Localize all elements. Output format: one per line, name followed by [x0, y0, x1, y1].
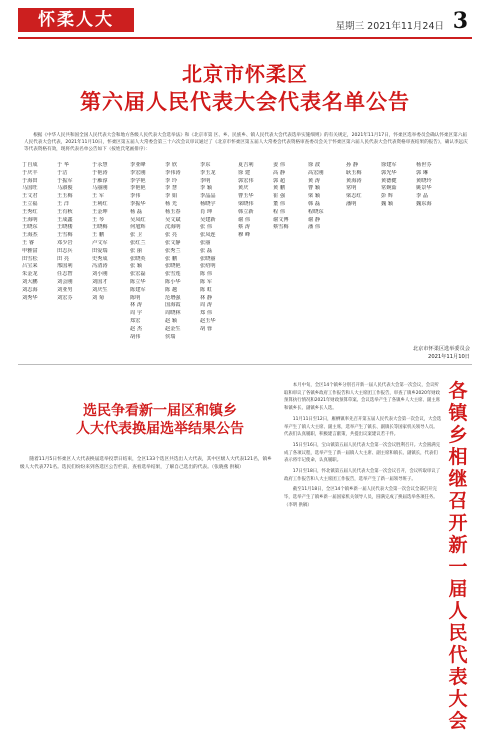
representative-name: 李 晶 [416, 193, 429, 200]
representative-name: 徐 建 [238, 169, 251, 176]
representative-name: 马国旺 [22, 185, 38, 192]
representative-name: 林 涛 [130, 302, 143, 309]
name-row [130, 318, 238, 326]
representative-name: 邢国利 [57, 263, 73, 270]
representative-name: 刘庆生 [92, 286, 108, 293]
representative-name: 曹玉华 [238, 193, 254, 200]
representative-name: 李宏刚 [130, 169, 146, 176]
representative-name: 李学艳 [130, 177, 146, 184]
representative-name: 周 涛 [200, 302, 213, 309]
representative-name: 周晓林 [165, 310, 181, 317]
representative-name: 刘 菊 [92, 294, 105, 301]
representative-name: 徐建军 [381, 162, 397, 168]
name-row [238, 209, 346, 217]
representative-name: 黄庆 [238, 185, 249, 192]
name-row [130, 302, 238, 310]
representative-name: 陈立华 [130, 278, 146, 285]
representative-name: 谢文博 [273, 216, 289, 223]
representative-name: 黄德健 [381, 177, 397, 184]
headline-line-2: 第六届人民代表大会代表名单公告 [80, 90, 410, 114]
representative-name: 崔 强 [273, 193, 286, 200]
representative-name: 潘 伟 [308, 224, 321, 231]
representative-name: 李 欣 [165, 162, 178, 168]
name-row [130, 279, 238, 287]
representative-name: 吴凤红 [130, 216, 146, 223]
representative-name: 郭 琳 [416, 169, 429, 176]
representative-name: 卢文军 [92, 239, 108, 246]
representative-name: 王玉梅 [57, 193, 73, 200]
representative-name: 肖 坤 [200, 208, 213, 215]
name-row [22, 295, 130, 303]
representative-name: 张宏磊 [130, 271, 146, 278]
name-row [22, 263, 130, 271]
name-row [346, 178, 454, 186]
representative-name: 张文静 [165, 239, 181, 246]
representative-name: 王晓梅 [92, 224, 108, 231]
representative-name: 吕宝来 [22, 263, 38, 270]
representative-name: 梁晓伟 [238, 200, 254, 207]
representative-name: 于永慧 [92, 162, 108, 168]
name-row [238, 178, 346, 186]
representative-name-list [22, 162, 452, 354]
representative-name: 徐 波 [308, 162, 321, 168]
representative-name: 黄海涛 [346, 177, 362, 184]
name-row [22, 178, 130, 186]
representative-name: 田 亮 [57, 255, 70, 262]
name-row [238, 193, 346, 201]
name-row [130, 201, 238, 209]
representative-name: 王文君 [22, 193, 38, 200]
representative-name: 王有秋 [57, 208, 73, 215]
representative-name: 刘大鹏 [22, 278, 38, 285]
name-row [130, 232, 238, 240]
representative-name: 丁自成 [22, 162, 38, 168]
representative-name: 何旭辉 [130, 224, 146, 231]
representative-name: 马淑俊 [57, 185, 73, 192]
representative-name: 高 静 [273, 169, 286, 176]
name-row [130, 310, 238, 318]
representative-name: 姚景华 [416, 185, 432, 192]
representative-name: 杨 磊 [130, 208, 143, 215]
representative-name: 郭宏伟 [238, 177, 254, 184]
name-row [130, 193, 238, 201]
name-row [346, 162, 454, 170]
representative-name: 赵 颖 [165, 317, 178, 324]
representative-name: 国海霞 [165, 302, 181, 309]
representative-name: 张晓丽 [200, 255, 216, 262]
representative-name: 于振军 [57, 177, 73, 184]
name-column-1 [22, 162, 130, 354]
article-paragraph: 17日至18日，怀北镇第五届人民代表大会第一次会议召开，会议听取审议了政府工作报告和人大主席团工作报告，选举产生了新一届领导班子。 [284, 469, 441, 482]
representative-name: 穆 峰 [238, 232, 251, 239]
representative-name: 王成鑫 [57, 216, 73, 223]
representative-name: 黄 鹏 [273, 185, 286, 192]
representative-name: 李振华 [130, 200, 146, 207]
representative-name: 彭 辉 [381, 193, 394, 200]
name-row [130, 248, 238, 256]
representative-name: 郭 超 [273, 177, 286, 184]
representative-name: 王秀红 [22, 208, 38, 215]
representative-name: 郑宏 [130, 317, 141, 324]
name-row [22, 256, 130, 264]
representative-name: 沈海明 [165, 224, 181, 231]
representative-name: 李艳艳 [130, 185, 146, 192]
representative-name: 赵金生 [165, 325, 181, 332]
representative-name: 史秀成 [92, 255, 108, 262]
name-row [22, 240, 130, 248]
name-row [130, 170, 238, 178]
representative-name: 潘明 [346, 200, 357, 207]
representative-name: 于 华 [57, 162, 70, 168]
name-row [238, 224, 346, 232]
representative-name: 王晓东 [22, 224, 38, 231]
representative-name: 谢 伟 [238, 216, 251, 223]
name-column-2 [130, 162, 238, 354]
name-row [130, 185, 238, 193]
representative-name: 冯清涛 [92, 263, 108, 270]
representative-name: 李玉龙 [200, 169, 216, 176]
representative-name: 陈 虹 [200, 286, 213, 293]
representative-name: 赵 杰 [130, 325, 143, 332]
name-row [130, 334, 238, 342]
representative-name: 于艳涛 [92, 169, 108, 176]
representative-name: 魏 颖 [381, 200, 394, 207]
representative-name: 韩立新 [238, 208, 254, 215]
representative-name: 黄晓玲 [416, 177, 432, 184]
representative-name: 王 琴 [92, 216, 105, 223]
representative-name: 王 军 [92, 193, 105, 200]
representative-name: 刘国才 [92, 278, 108, 285]
article-paragraph: 本月中旬，全区14个镇乡分别召开新一届人民代表大会第一次会议，会议听取和审议了各镇乡政府工作报告和人大主席团工作报告，审查了镇乡2020年财政预算执行情况和2021年财政预算草案。会议选举产生了各镇乡人大主席、副主席和镇乡长、副镇乡长人选。 [284, 383, 441, 412]
representative-name: 陈 军 [200, 278, 213, 285]
article-paragraph: 截至11月18日，全区14个镇乡新一届人民代表大会第一次会议全部召开完毕，选举产生了镇乡新一届国家机关领导人员，圆满完成了换届选举各项任务。（李明 供稿） [284, 487, 438, 508]
article-paragraph: 15日至16日，宝山镇第五届人民代表大会第一次会议胜利召开。大会圆满完成了各项议程，选举产生了新一届镇人大主席、副主席和镇长、副镇长，代表们表示将牢记使命，认真履职。 [284, 442, 441, 464]
representative-name: 李 颖 [200, 185, 213, 192]
representative-name: 张 卫 [130, 232, 143, 239]
name-row [346, 201, 454, 209]
name-row [22, 287, 130, 295]
representative-name: 张晓英 [130, 255, 146, 262]
name-row [22, 279, 130, 287]
representative-name: 王 睿 [22, 239, 35, 246]
representative-name: 刘小刚 [92, 271, 108, 278]
representative-name: 黄 涛 [308, 177, 321, 184]
representative-name: 梁志红 [346, 193, 362, 200]
name-row [130, 256, 238, 264]
representative-name: 杨玉春 [165, 208, 181, 215]
name-row [238, 217, 346, 225]
name-row [22, 217, 130, 225]
representative-name: 于洁 [57, 169, 68, 176]
representative-name: 韩 磊 [308, 200, 321, 207]
representative-name: 王利红 [92, 200, 108, 207]
representative-name: 刘志海 [22, 286, 38, 293]
representative-name: 夏吉利 [238, 162, 254, 168]
representative-name: 张晓艳 [165, 263, 181, 270]
representative-name: 张雪莲 [165, 271, 181, 278]
representative-name: 任志智 [57, 271, 73, 278]
name-row [22, 271, 130, 279]
representative-name: 李亚峰 [130, 162, 146, 168]
name-row [130, 217, 238, 225]
representative-name: 耿玉梅 [346, 169, 362, 176]
representative-name: 董 伟 [273, 200, 286, 207]
sign-org: 北京市怀柔区选举委员会 [412, 346, 470, 352]
representative-name: 姜 伟 [273, 162, 286, 168]
representative-name: 王 洋 [57, 200, 70, 207]
representative-name: 张 磊 [200, 247, 213, 254]
page-number: 3 [452, 8, 468, 34]
intro-paragraph: 根据《中华人民共和国全国人民代表大会和地方各级人民代表大会选举法》和《北京市第 区、乡、民族乡、镇人民代表大会代表选举实施细则》的有关规定，2021年11月17日，怀柔区选举委员会确认怀柔区第六届人民代表大会代表，2021年11月10日，怀柔区第五届人大常委会第三十六次会议审议通过了《北京市怀柔区第五届人大常委会代表资格审查委员会关于怀柔区第六届人民代表大会代表资格审查结果的报告》，确认李远庆等代表资格有效，现将代表名单公告如下（按姓氏笔画排序）： [24, 133, 468, 153]
representative-name: 杨 光 [165, 200, 178, 207]
name-row [238, 185, 346, 193]
representative-name: 吴建新 [200, 216, 216, 223]
representative-name: 刘会刚 [57, 278, 73, 285]
representative-name: 范增强 [165, 294, 181, 301]
masthead-divider [18, 37, 472, 39]
representative-name: 蔡 涛 [238, 224, 251, 231]
name-column-4 [346, 162, 454, 354]
representative-name: 郑 伟 [200, 310, 213, 317]
representative-name: 周 宇 [130, 310, 143, 317]
name-row [130, 240, 238, 248]
representative-name: 王雪梅 [57, 232, 73, 239]
name-row [130, 263, 238, 271]
representative-name: 谢 静 [308, 216, 321, 223]
representative-name: 王晓楼 [57, 224, 73, 231]
representative-name: 于海田 [22, 177, 38, 184]
article-body [284, 382, 442, 513]
representative-name: 李 慧 [165, 185, 178, 192]
name-row [346, 170, 454, 178]
announcement-signature [360, 345, 470, 361]
name-row [22, 170, 130, 178]
name-row [130, 209, 238, 217]
representative-name: 田雪松 [22, 255, 38, 262]
representative-name: 陈小华 [165, 278, 181, 285]
name-row [22, 193, 130, 201]
representative-name: 梁 颖 [308, 193, 321, 200]
representative-name: 孙 静 [346, 162, 359, 168]
subhead-line-2: 人大代表换届选举结果公告 [76, 421, 244, 437]
representative-name: 李 玲 [165, 177, 178, 184]
name-row [22, 232, 130, 240]
representative-name: 李伟涛 [165, 169, 181, 176]
subhead-body: 随着11月5日怀柔区人大代表换届选举投票日结束，全区133个选区共选出人大代表，其中区级人大代表121名，镇乡级人大代表771名。选民们纷纷来到各选区公告栏前，查看选举结果，了解自己选出的代表。（张晓燕 供稿） [20, 457, 272, 470]
name-row [22, 248, 130, 256]
name-row [238, 201, 346, 209]
representative-name: 马丽刚 [92, 185, 108, 192]
representative-name: 李 娟 [165, 193, 178, 200]
representative-name: 王金坤 [92, 208, 108, 215]
name-row [22, 185, 130, 193]
headline-line-1: 北京市怀柔区 [182, 62, 308, 86]
representative-name: 张 伟 [200, 224, 213, 231]
representative-name: 陈 越 [165, 286, 178, 293]
name-column-3 [238, 162, 346, 354]
representative-name: 李伟 [130, 193, 141, 200]
masthead [0, 0, 490, 40]
article-paragraph: 11月11日至12日，雁栖镇率先召开第五届人民代表大会第一次会议，大会选举产生了镇人大主席、副主席，选举产生了镇长、副镇长等国家机关领导人员。代表们认真履职，积极建言献策，共提出议案建议若干件。 [284, 416, 442, 438]
representative-name: 刘亚男 [57, 286, 73, 293]
vertical-article-title: 各镇乡相继召开新一届人民代表大会 [448, 380, 468, 732]
representative-name: 王海杰 [22, 232, 38, 239]
representative-name: 常明 [346, 185, 357, 192]
representative-name: 张 丽 [130, 247, 143, 254]
representative-name: 林 静 [200, 294, 213, 301]
representative-name: 张 鹏 [165, 255, 178, 262]
representative-name: 田爱瑞 [92, 247, 108, 254]
representative-name: 高宏刚 [308, 169, 324, 176]
name-row [130, 287, 238, 295]
representative-name: 陈建军 [130, 286, 146, 293]
name-row [346, 185, 454, 193]
representative-name: 王 鹏 [92, 232, 105, 239]
representative-name: 张丽 [200, 239, 211, 246]
name-row [238, 232, 346, 240]
name-row [130, 178, 238, 186]
name-row [130, 295, 238, 303]
representative-name: 朱金龙 [22, 271, 38, 278]
representative-name: 刘秀华 [22, 294, 38, 301]
representative-name: 陈明 [130, 294, 141, 301]
name-row [22, 162, 130, 170]
representative-name: 李明 [200, 177, 211, 184]
representative-name: 王立福 [22, 200, 38, 207]
representative-name: 曹 颖 [308, 185, 321, 192]
representative-name: 李晶晶 [200, 193, 216, 200]
name-row [130, 224, 238, 232]
name-row [130, 271, 238, 279]
name-row [22, 224, 130, 232]
representative-name: 于雁淳 [92, 177, 108, 184]
representative-name: 杨世芬 [416, 162, 432, 168]
representative-name: 张 颖 [130, 263, 143, 270]
representative-name: 蔡雪梅 [273, 224, 289, 231]
representative-name: 魏东海 [416, 200, 432, 207]
representative-name: 杨晓宇 [200, 200, 216, 207]
issue-date: 星期三 2021年11月24日 [335, 21, 444, 32]
representative-name: 申雅富 [22, 247, 38, 254]
name-row [22, 209, 130, 217]
name-row [130, 326, 238, 334]
newspaper-logo: 怀柔人大 [18, 8, 134, 32]
representative-name: 王海明 [22, 216, 38, 223]
name-row [238, 162, 346, 170]
sign-date: 2021年11月10日 [428, 354, 470, 360]
representative-name: 张红兰 [130, 239, 146, 246]
representative-name: 张 亮 [165, 232, 178, 239]
representative-name: 张凤连 [200, 232, 216, 239]
name-row [130, 162, 238, 170]
name-row [238, 170, 346, 178]
representative-name: 邓少岩 [57, 239, 73, 246]
section-divider [18, 364, 472, 365]
representative-name: 张绍明 [200, 263, 216, 270]
representative-name: 胡 蓉 [200, 325, 213, 332]
representative-name: 胡伟 [130, 333, 141, 340]
representative-name: 陈 伟 [200, 271, 213, 278]
representative-name: 常婉茹 [381, 185, 397, 192]
representative-name: 李东 [200, 162, 211, 168]
representative-name: 田志兵 [57, 247, 73, 254]
representative-name: 郭光华 [381, 169, 397, 176]
representative-name: 侯瑞 [165, 333, 176, 340]
representative-name: 于庆丰 [22, 169, 38, 176]
representative-name: 程晓东 [308, 208, 324, 215]
name-row [346, 193, 454, 201]
subhead-line-1: 选民争看新一届区和镇乡 [83, 403, 237, 419]
name-row [22, 201, 130, 209]
representative-name: 程 伟 [273, 208, 286, 215]
representative-name: 张秀兰 [165, 247, 181, 254]
representative-name: 赵玉华 [200, 317, 216, 324]
representative-name: 刘宏芬 [57, 294, 73, 301]
representative-name: 吴文斌 [165, 216, 181, 223]
